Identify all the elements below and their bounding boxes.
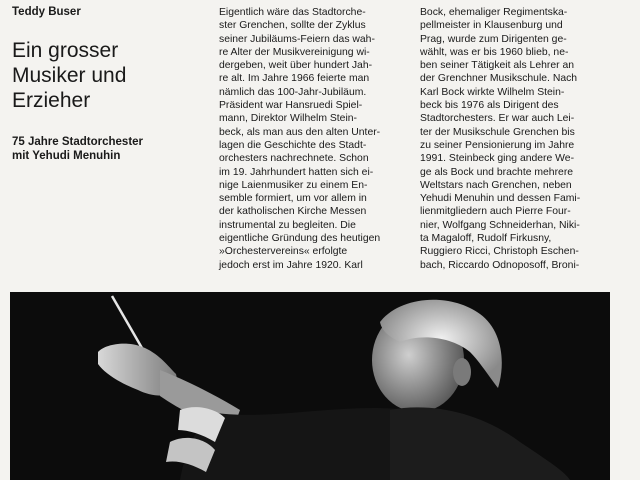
subtitle-line: mit Yehudi Menuhin xyxy=(12,150,121,162)
article-title xyxy=(12,38,202,113)
conductor-illustration xyxy=(10,292,610,480)
body-text-line: Weltstars nach Grenchen, neben xyxy=(420,179,572,191)
body-text-line: zu seiner Pensionierung im Jahre xyxy=(420,139,575,151)
body-text-line: nier, Wolfgang Schneiderhan, Niki- xyxy=(420,219,580,231)
body-column-2 xyxy=(420,6,610,272)
title-line: Musiker und xyxy=(12,64,127,87)
article-header xyxy=(12,6,202,163)
body-text-line: Stadtorchesters. Er war auch Lei- xyxy=(420,113,575,125)
body-text-line: lienmitgliedern auch Pierre Four- xyxy=(420,206,571,218)
body-text-line: wählt, was er bis 1960 blieb, ne- xyxy=(420,46,569,58)
author-byline: Teddy Buser xyxy=(12,6,81,18)
body-text-line: Eigentlich wäre das Stadtorche- xyxy=(219,7,366,18)
body-text-line: instrumental zu begleiten. Die xyxy=(219,219,356,231)
body-text-line: ster Grenchen, sollte der Zyklus xyxy=(219,20,366,32)
body-text-line: ta Magaloff, Rudolf Firkusny, xyxy=(420,233,552,245)
body-text-line: mann, Direktor Wilhelm Stein- xyxy=(219,113,358,125)
body-text-line: seiner Jubiläums-Feiern das wah- xyxy=(219,33,375,45)
body-text-line: 1991. Steinbeck ging andere We- xyxy=(420,153,575,165)
body-text-line: ben seiner Tätigkeit als Lehrer an xyxy=(420,60,575,72)
body-text-line: semble formiert, um vor allem in xyxy=(219,193,367,205)
conductor-photo xyxy=(10,292,610,480)
body-text-line: »Orchestervereins« erfolgte xyxy=(219,246,348,258)
body-text-line: orchesters nachrechnete. Schon xyxy=(219,153,369,165)
body-text-line: lagen die Geschichte des Stadt- xyxy=(219,139,367,151)
body-text-line: der Grenchner Musikschule. Nach xyxy=(420,73,578,85)
body-text-line: pellmeister in Klausenburg und xyxy=(420,20,563,32)
body-text-line: beck bis 1976 als Dirigent des xyxy=(420,100,559,112)
body-text-line: der katholischen Kirche Messen xyxy=(219,206,367,218)
body-text-line: Bock, ehemaliger Regimentska- xyxy=(420,7,568,18)
body-text-line: eigentliche Gründung des heutigen xyxy=(219,233,381,245)
body-text-line: dergeben, weit über hundert Jah- xyxy=(219,60,373,72)
body-text-line: Ruggiero Ricci, Christoph Eschen- xyxy=(420,246,579,258)
article-subtitle xyxy=(12,135,202,163)
body-text-line: Prag, wurde zum Dirigenten ge- xyxy=(420,33,567,45)
body-text-line: ge als Bock und brachte mehrere xyxy=(420,166,574,178)
body-text-line: Präsident war Hansruedi Spiel- xyxy=(219,100,363,112)
body-column-1 xyxy=(219,6,409,272)
title-line: Erzieher xyxy=(12,89,91,112)
body-text-line: nämlich das 100-Jahr-Jubiläum. xyxy=(219,86,367,98)
body-text-line: Yehudi Menuhin und dessen Fami- xyxy=(420,193,581,205)
body-text-line: ter der Musikschule Grenchen bis xyxy=(420,126,575,138)
body-text-line: nige Laienmusiker zu einem En- xyxy=(219,179,368,191)
subtitle-line: 75 Jahre Stadtorchester xyxy=(12,136,144,148)
body-text-line: bach, Riccardo Odnoposoff, Broni- xyxy=(420,259,580,271)
title-line: Ein grosser xyxy=(12,39,119,62)
body-text-line: jedoch erst im Jahre 1920. Karl xyxy=(219,259,363,271)
body-text-line: re alt. Im Jahre 1966 feierte man xyxy=(219,73,370,85)
body-text-line: re Alter der Musikvereinigung wi- xyxy=(219,46,370,58)
body-text-line: Karl Bock wirkte Wilhelm Stein- xyxy=(420,86,565,98)
body-text-line: im 19. Jahrhundert hatten sich ei- xyxy=(219,166,374,178)
body-text-line: beck, als man aus den alten Unter- xyxy=(219,126,381,138)
